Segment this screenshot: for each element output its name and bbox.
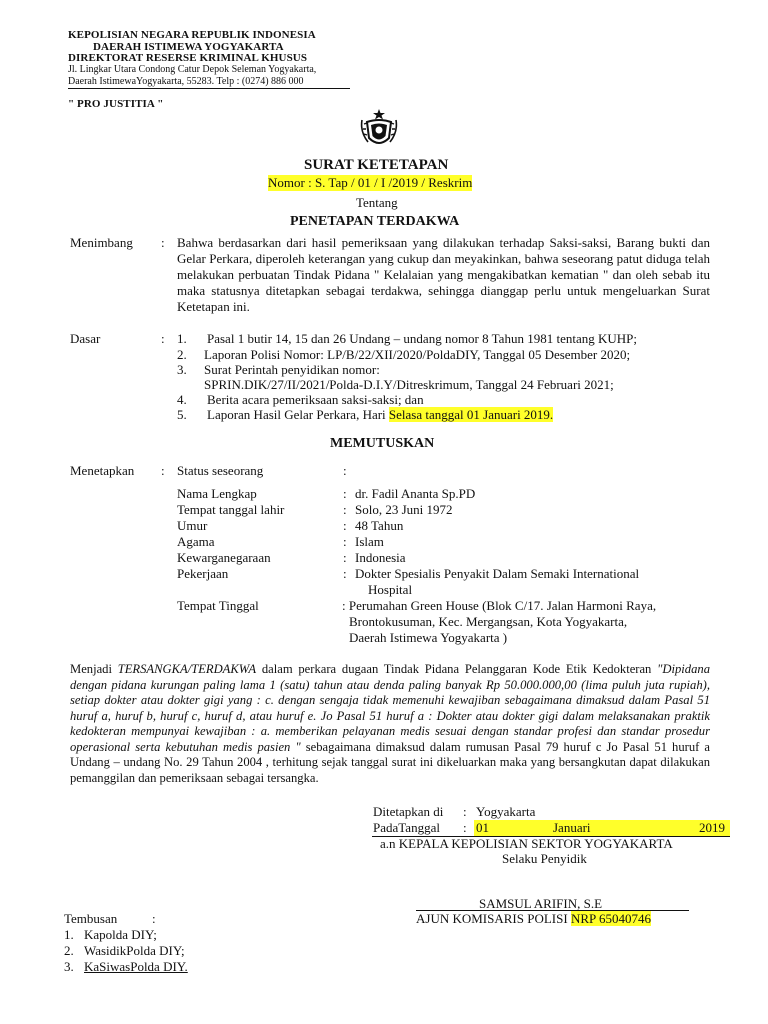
tanggal-day: 01 bbox=[476, 820, 489, 835]
identity-label: Kewarganegaraan bbox=[177, 550, 271, 565]
signatory-role: Selaku Penyidik bbox=[502, 851, 587, 866]
dasar-item-num: 4. bbox=[177, 392, 187, 407]
signatory-rank: AJUN KOMISARIS POLISI bbox=[416, 911, 571, 926]
pro-justitia: " PRO JUSTITIA " bbox=[68, 98, 164, 110]
identity-label: Umur bbox=[177, 518, 208, 533]
tempat-tinggal-line: Brontokusuman, Kec. Mergangsan, Kota Yogyakarta, bbox=[349, 614, 628, 629]
header-line-1: KEPOLISIAN NEGARA REPUBLIK INDONESIA bbox=[68, 29, 316, 41]
menetapkan-colon: : bbox=[161, 463, 165, 478]
header-address-1: Jl. Lingkar Utara Condong Catur Depok Seleman Yogyakarta, bbox=[68, 64, 317, 75]
tanggal-colon: : bbox=[463, 820, 467, 835]
decision-text: sebagaimana dimaksud dalam rumusan Pasal 79 huruf c Jo Pasal 51 huruf a Undang – undang No. 29 Tahun 2004 , terhitung sejak tanggal surat ini dikeluarkan maka yang bersangkutan dapat dilakukan pemanggilan dan pemeriksaan sebagai tersangka. bbox=[70, 739, 710, 785]
tembusan-item: WasidikPolda DIY; bbox=[84, 943, 185, 958]
identity-colon: : bbox=[343, 566, 347, 581]
identity-value: Islam bbox=[355, 534, 384, 549]
header-divider bbox=[68, 88, 350, 89]
tembusan-item: KaSiwasPolda DIY. bbox=[84, 959, 188, 974]
header-address-2: Daerah IstimewaYogyakarta, 55283. Telp : (0274) 886 000 bbox=[68, 76, 304, 87]
dasar-item-text: Surat Perintah penyidikan nomor: bbox=[204, 362, 380, 377]
menimbang-label: Menimbang bbox=[70, 235, 133, 250]
header-line-2: DAERAH ISTIMEWA YOGYAKARTA bbox=[93, 41, 284, 53]
memutuskan-heading: MEMUTUSKAN bbox=[330, 436, 435, 451]
status-label: Status seseorang bbox=[177, 463, 264, 478]
identity-value: 48 Tahun bbox=[355, 518, 404, 533]
ditetapkan-value: Yogyakarta bbox=[476, 804, 536, 819]
decision-text: dalam perkara dugaan Tindak Pidana Pelanggaran Kode Etik Kedokteran bbox=[256, 662, 658, 676]
tanggal-label: PadaTanggal bbox=[373, 820, 440, 835]
tersangka-status: TERSANGKA/TERDAKWA bbox=[117, 662, 257, 676]
tanggal-month: Januari bbox=[553, 820, 591, 835]
identity-label: Pekerjaan bbox=[177, 566, 229, 581]
tentang-label: Tentang bbox=[356, 195, 398, 210]
identity-colon: : bbox=[343, 518, 347, 533]
identity-label: Agama bbox=[177, 534, 215, 549]
signatory-authority: a.n KEPALA KEPOLISIAN SEKTOR YOGYAKARTA bbox=[380, 836, 673, 851]
menetapkan-label: Menetapkan bbox=[70, 463, 135, 478]
tembusan-item: Kapolda DIY; bbox=[84, 927, 157, 942]
dasar-item-num: 2. bbox=[177, 347, 187, 362]
police-emblem-icon bbox=[358, 108, 400, 150]
identity-label: Tempat tanggal lahir bbox=[177, 502, 285, 517]
identity-colon: : bbox=[343, 534, 347, 549]
identity-colon: : bbox=[343, 502, 347, 517]
signatory-rank-line bbox=[416, 911, 651, 927]
tembusan-item-num: 1. bbox=[64, 927, 74, 942]
signatory-nrp: NRP 65040746 bbox=[570, 911, 651, 926]
identity-colon: : bbox=[343, 550, 347, 565]
identity-value-continued: Hospital bbox=[368, 582, 413, 597]
document-title: SURAT KETETAPAN bbox=[304, 157, 449, 173]
document-number: Nomor : S. Tap / 01 / I /2019 / Reskrim bbox=[268, 175, 473, 190]
dasar-item-text: Pasal 1 butir 14, 15 dan 26 Undang – undang nomor 8 Tahun 1981 tentang KUHP; bbox=[207, 331, 637, 346]
menimbang-text: Bahwa berdasarkan dari hasil pemeriksaan yang dilakukan terhadap Saksi-saksi, Barang bukti dan Gelar Perkara, diperoleh keterangan yang cukup dan meyakinkan, bahwa seseorang patut diduga telah melakukan perbuatan Tindak Pidana " Kelalaian yang mengakibatkan kematian " dan oleh sebab itu maka statusnya ditetapkan sebagai terdakwa, sehingga dianggap perlu untuk mengeluarkan Surat Ketetapan ini. bbox=[177, 235, 710, 314]
tempat-tinggal-label: Tempat Tinggal bbox=[177, 598, 259, 613]
dasar-item-text: Laporan Polisi Nomor: LP/B/22/XII/2020/PoldaDIY, Tanggal 05 Desember 2020; bbox=[204, 347, 631, 362]
identity-value: Indonesia bbox=[355, 550, 406, 565]
ditetapkan-label: Ditetapkan di bbox=[373, 804, 444, 819]
dasar-label: Dasar bbox=[70, 331, 101, 346]
name-underline bbox=[416, 910, 689, 911]
identity-value: dr. Fadil Ananta Sp.PD bbox=[355, 486, 476, 501]
menimbang-colon: : bbox=[161, 235, 165, 250]
dasar-item-text-continued: SPRIN.DIK/27/II/2021/Polda-D.I.Y/Ditreskrimum, Tanggal 24 Februari 2021; bbox=[204, 377, 614, 392]
header-line-3: DIREKTORAT RESERSE KRIMINAL KHUSUS bbox=[68, 52, 308, 64]
tanggal-year: 2019 bbox=[699, 820, 725, 835]
tempat-tinggal-line: Daerah Istimewa Yogyakarta ) bbox=[349, 630, 508, 645]
tembusan-item-num: 2. bbox=[64, 943, 74, 958]
status-colon: : bbox=[343, 463, 347, 478]
tembusan-label: Tembusan bbox=[64, 911, 118, 926]
dasar-colon: : bbox=[161, 331, 165, 346]
identity-colon: : bbox=[343, 486, 347, 501]
tembusan-item-num: 3. bbox=[64, 959, 74, 974]
dasar-item-text: Laporan Hasil Gelar Perkara, Hari bbox=[207, 407, 389, 422]
dasar-highlight-date: Selasa tanggal 01 Januari 2019. bbox=[388, 407, 554, 422]
dasar-item-num: 5. bbox=[177, 407, 187, 422]
dasar-item-num: 1. bbox=[177, 331, 187, 346]
tempat-tinggal-line: : Perumahan Green House (Blok C/17. Jalan Harmoni Raya, bbox=[342, 598, 657, 613]
dasar-item-text: Berita acara pemeriksaan saksi-saksi; dan bbox=[207, 392, 424, 407]
tembusan-colon: : bbox=[152, 911, 156, 926]
dasar-item-line bbox=[207, 407, 553, 423]
identity-label: Nama Lengkap bbox=[177, 486, 257, 501]
document-subject: PENETAPAN TERDAKWA bbox=[290, 214, 460, 229]
tanggal-highlight bbox=[474, 820, 730, 836]
identity-value: Solo, 23 Juni 1972 bbox=[355, 502, 453, 517]
identity-value: Dokter Spesialis Penyakit Dalam Semaki International bbox=[355, 566, 640, 581]
decision-paragraph bbox=[70, 662, 710, 786]
dasar-item-num: 3. bbox=[177, 362, 187, 377]
decision-text: Menjadi bbox=[70, 662, 118, 676]
legal-quote: "Dipidana dengan pidana kurungan paling lama 1 (satu) tahun atau denda paling banyak Rp 50.000.000,00 (lima puluh juta rupiah), setiap dokter atau dokter gigi yang : c. dengan sengaja tidak memenuhi kewajiban sebagaimana dimaksud dalam Pasal 51 huruf a, huruf b, huruf c, huruf d, atau huruf e. Jo Pasal 51 huruf a : Dokter atau dokter gigi dalam melaksanakan praktik kedokteran mempunyai kewajiban : a. memberikan pelayanan medis sesuai dengan standar profesi dan standar prosedur operasional serta kebutuhan medis pasien " bbox=[70, 662, 710, 754]
ditetapkan-colon: : bbox=[463, 804, 467, 819]
signatory-name: SAMSUL ARIFIN, S.E bbox=[479, 896, 603, 911]
